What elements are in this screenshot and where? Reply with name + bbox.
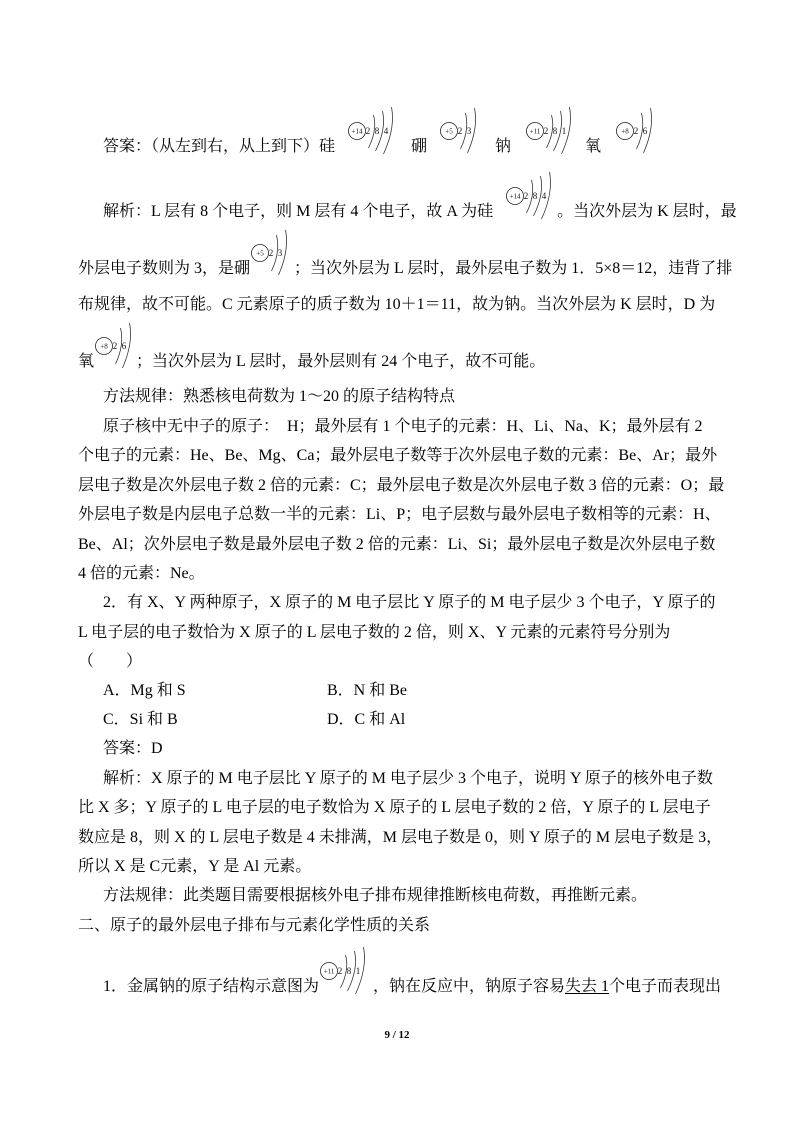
option-d	[327, 710, 405, 730]
boron-atom-diagram	[250, 248, 292, 273]
method-text: 原子核中无中子的原子： H；最外层有 1 个电子的元素：H、Li、Na、K；最外层有 2	[103, 418, 703, 435]
option-a	[103, 681, 186, 701]
answer-prefix: 答案：（从左到右，从上到下）硅	[103, 138, 336, 155]
method-line	[78, 505, 721, 525]
element-boron-label: 硼	[411, 138, 428, 155]
answer-blank	[78, 652, 142, 672]
oxygen-atom-diagram	[94, 341, 136, 366]
underlined-answer: 失去 1	[565, 978, 610, 995]
shell-electrons: 1	[355, 966, 361, 976]
shell-electrons: 2	[523, 191, 529, 201]
question-text: 个电子而表现出	[609, 978, 722, 995]
question-text: 2．有 X、Y 两种原子，X 原子的 M 电子层比 Y 原子的 M 电子层少 3 个电子，Y 原子的	[103, 594, 716, 611]
analysis-text: 所以 X 是 C元素，Y 是 Al 元素。	[78, 858, 312, 875]
answer-line	[103, 739, 163, 759]
silicon-atom-diagram	[505, 191, 555, 216]
question-text: L 电子层的电子数恰为 X 原子的 L 层电子数的 2 倍，则 X、Y 元素的元素符号分别为	[78, 624, 671, 641]
analysis-line	[78, 798, 711, 818]
analysis-text: 。当次外层为 K 层时，最	[557, 203, 737, 220]
analysis-text: 数应是 8，则 X 的 L 层电子数是 4 未排满，M 层电子数是 0，则 Y 原子的 M 层电子数是 3，	[78, 829, 723, 846]
analysis-line	[78, 341, 546, 372]
sodium-atom-diagram	[319, 966, 369, 991]
shell-electrons: 2	[543, 126, 549, 136]
nucleus-charge: +11	[529, 127, 541, 136]
shell-electrons: 8	[552, 126, 558, 136]
shell-electrons: 3	[277, 248, 283, 258]
shell-electrons: 8	[374, 126, 380, 136]
method-text: 4 倍的元素：Ne。	[78, 565, 205, 582]
method-title-text: 方法规律：熟悉核电荷数为 1～20 的原子结构特点	[103, 388, 456, 405]
method-line	[78, 564, 205, 584]
analysis-line	[103, 191, 737, 222]
nucleus-charge: +14	[509, 192, 521, 201]
analysis-line	[78, 295, 715, 315]
analysis-text: 解析：L 层有 8 个电子，则 M 层有 4 个电子，故 A 为硅	[103, 203, 494, 220]
analysis-line	[78, 828, 722, 848]
oxygen-atom-diagram	[615, 126, 657, 151]
question-text: ，钠在反应中，钠原子容易	[373, 978, 566, 995]
analysis-text: 外层电子数则为 3，是硼	[78, 260, 251, 277]
silicon-atom-diagram	[347, 126, 397, 151]
nucleus-charge: +8	[100, 342, 108, 351]
page-number: 9 / 12	[384, 1029, 410, 1041]
section-heading-text: 二、原子的最外层电子排布与元素化学性质的关系	[78, 917, 431, 934]
analysis-text: 比 X 多；Y 原子的 L 电子层的电子数恰为 X 原子的 L 层电子数的 2 倍，Y 原子的 L 层电子	[78, 799, 711, 816]
method-text: 层电子数是次外层电子数 2 倍的元素：C；最外层电子数是次外层电子数 3 倍的元素：O；最	[78, 477, 725, 494]
shell-electrons: 2	[633, 126, 639, 136]
shell-electrons: 3	[466, 126, 472, 136]
option-a-text: A．Mg 和 S	[103, 682, 186, 699]
question-stem-line	[103, 593, 715, 613]
nucleus-charge: +8	[621, 127, 629, 136]
shell-electrons: 4	[541, 191, 547, 201]
method-text: Be、Al；次外层电子数是最外层电子数 2 倍的元素：Li、Si；最外层电子数是次外层电子数	[78, 536, 716, 553]
nucleus-charge: +11	[323, 967, 335, 976]
shell-electrons: 2	[365, 126, 371, 136]
shell-electrons: 2	[457, 126, 463, 136]
analysis-text: ；当次外层为 L 层时，最外层电子数为 1．5×8＝12，违背了排	[294, 260, 733, 277]
option-b-text: B．N 和 Be	[327, 682, 408, 699]
question-text: 1．金属钠的原子结构示意图为	[103, 978, 320, 995]
analysis-text: 解析：X 原子的 M 电子层比 Y 原子的 M 电子层少 3 个电子，说明 Y 原子的核外电子数	[103, 770, 713, 787]
analysis-line	[78, 248, 733, 279]
shell-electrons: 2	[112, 341, 118, 351]
nucleus-charge: +14	[351, 127, 363, 136]
shell-electrons: 2	[268, 248, 274, 258]
method-title	[103, 387, 455, 407]
shell-electrons: 6	[121, 341, 127, 351]
boron-atom-diagram	[439, 126, 481, 151]
analysis-line	[78, 857, 311, 877]
element-oxygen-label: 氧	[585, 138, 602, 155]
section-heading	[78, 916, 430, 936]
analysis-line	[103, 769, 713, 789]
option-c	[103, 710, 178, 730]
nucleus-charge: +5	[445, 127, 453, 136]
option-d-text: D．C 和 Al	[327, 711, 406, 728]
element-sodium-label: 钠	[495, 138, 512, 155]
shell-electrons: 8	[532, 191, 538, 201]
analysis-text: 布规律，故不可能。C 元素原子的质子数为 10＋1＝11，故为钠。当次外层为 K 层时，D 为	[78, 296, 716, 313]
answer-text: 答案：D	[103, 740, 163, 757]
method-line	[78, 476, 724, 496]
shell-electrons: 8	[346, 966, 352, 976]
analysis-text: ；当次外层为 L 层时，最外层则有 24 个电子，故不可能。	[136, 353, 546, 370]
nucleus-charge: +5	[256, 249, 264, 258]
analysis-text: 氧	[78, 353, 95, 370]
method-text: 外层电子数是内层电子总数一半的元素：Li、P；电子层数与最外层电子数相等的元素：H、	[78, 506, 721, 523]
method-line	[103, 417, 703, 437]
option-c-text: C．Si 和 B	[103, 711, 178, 728]
question-stem-line	[103, 966, 722, 997]
shell-electrons: 1	[561, 126, 567, 136]
method-line	[103, 886, 647, 906]
sodium-atom-diagram	[525, 126, 575, 151]
method-line	[78, 446, 717, 466]
shell-electrons: 2	[337, 966, 343, 976]
method-line	[78, 535, 715, 555]
method-text: 个电子的元素：He、Be、Mg、Ca；最外层电子数等于次外层电子数的元素：Be、Ar；最外	[78, 447, 718, 464]
option-b	[327, 681, 407, 701]
question-stem-line	[78, 623, 670, 643]
method-text: 方法规律：此类题目需要根据核外电子排布规律推断核电荷数，再推断元素。	[103, 887, 648, 904]
answer-blank-text: （ ）	[78, 653, 143, 670]
shell-electrons: 4	[383, 126, 389, 136]
shell-electrons: 6	[642, 126, 648, 136]
answer-line	[103, 126, 657, 157]
